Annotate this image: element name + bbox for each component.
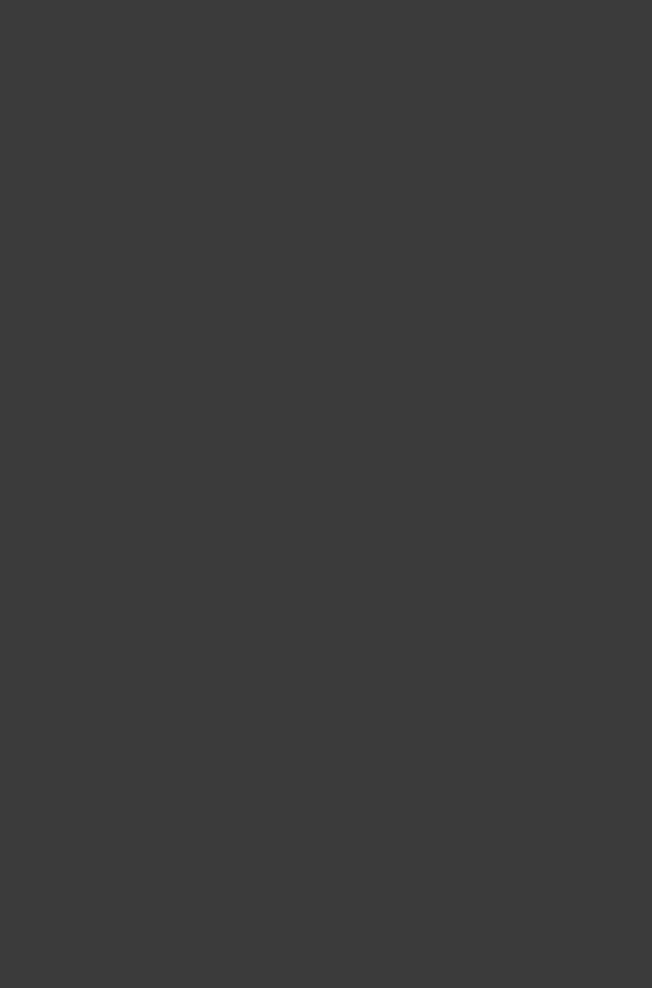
stats-table (0, 494, 652, 988)
